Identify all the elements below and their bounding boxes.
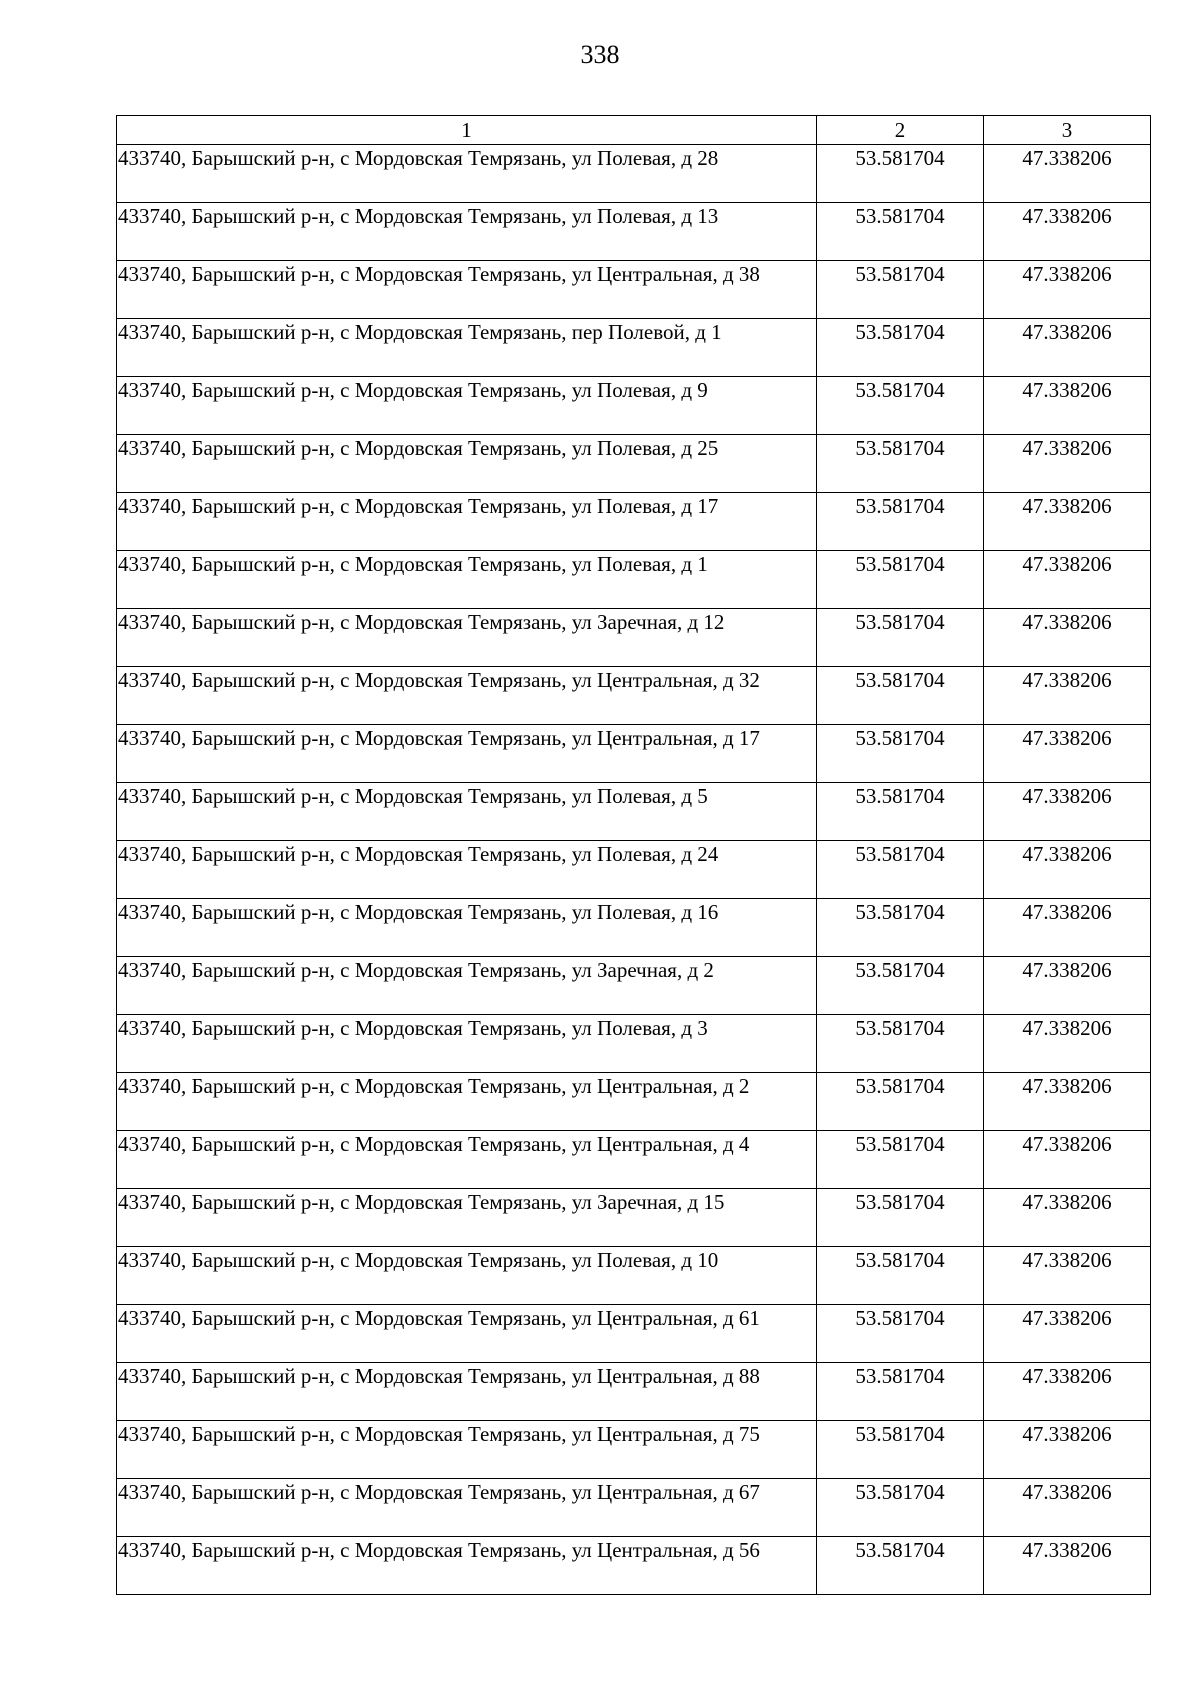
address-cell: 433740, Барышский р-н, с Мордовская Темрязань, ул Полевая, д 10 xyxy=(117,1247,817,1305)
table-row xyxy=(117,1421,1151,1479)
latitude-cell: 53.581704 xyxy=(817,1247,984,1305)
address-coordinates-table xyxy=(116,115,1151,1595)
longitude-cell: 47.338206 xyxy=(984,1015,1151,1073)
table-row xyxy=(117,551,1151,609)
latitude-cell: 53.581704 xyxy=(817,957,984,1015)
address-cell: 433740, Барышский р-н, с Мордовская Темрязань, ул Полевая, д 5 xyxy=(117,783,817,841)
address-cell: 433740, Барышский р-н, с Мордовская Темрязань, пер Полевой, д 1 xyxy=(117,319,817,377)
address-cell: 433740, Барышский р-н, с Мордовская Темрязань, ул Полевая, д 13 xyxy=(117,203,817,261)
table-row xyxy=(117,1305,1151,1363)
address-cell: 433740, Барышский р-н, с Мордовская Темрязань, ул Центральная, д 88 xyxy=(117,1363,817,1421)
address-cell: 433740, Барышский р-н, с Мордовская Темрязань, ул Центральная, д 56 xyxy=(117,1537,817,1595)
address-cell: 433740, Барышский р-н, с Мордовская Темрязань, ул Центральная, д 61 xyxy=(117,1305,817,1363)
latitude-cell: 53.581704 xyxy=(817,203,984,261)
address-cell: 433740, Барышский р-н, с Мордовская Темрязань, ул Полевая, д 3 xyxy=(117,1015,817,1073)
table-row xyxy=(117,1015,1151,1073)
latitude-cell: 53.581704 xyxy=(817,725,984,783)
latitude-cell: 53.581704 xyxy=(817,493,984,551)
longitude-cell: 47.338206 xyxy=(984,1363,1151,1421)
latitude-cell: 53.581704 xyxy=(817,609,984,667)
address-cell: 433740, Барышский р-н, с Мордовская Темрязань, ул Заречная, д 2 xyxy=(117,957,817,1015)
longitude-cell: 47.338206 xyxy=(984,1479,1151,1537)
header-col-2: 2 xyxy=(817,116,984,145)
latitude-cell: 53.581704 xyxy=(817,435,984,493)
longitude-cell: 47.338206 xyxy=(984,1421,1151,1479)
longitude-cell: 47.338206 xyxy=(984,377,1151,435)
address-cell: 433740, Барышский р-н, с Мордовская Темрязань, ул Центральная, д 75 xyxy=(117,1421,817,1479)
longitude-cell: 47.338206 xyxy=(984,261,1151,319)
address-cell: 433740, Барышский р-н, с Мордовская Темрязань, ул Полевая, д 9 xyxy=(117,377,817,435)
table-row xyxy=(117,841,1151,899)
latitude-cell: 53.581704 xyxy=(817,319,984,377)
latitude-cell: 53.581704 xyxy=(817,667,984,725)
header-col-3: 3 xyxy=(984,116,1151,145)
longitude-cell: 47.338206 xyxy=(984,899,1151,957)
latitude-cell: 53.581704 xyxy=(817,1363,984,1421)
page-number: 338 xyxy=(580,40,620,69)
longitude-cell: 47.338206 xyxy=(984,725,1151,783)
longitude-cell: 47.338206 xyxy=(984,783,1151,841)
latitude-cell: 53.581704 xyxy=(817,1537,984,1595)
longitude-cell: 47.338206 xyxy=(984,957,1151,1015)
header-col-1: 1 xyxy=(117,116,817,145)
table-row xyxy=(117,667,1151,725)
longitude-cell: 47.338206 xyxy=(984,493,1151,551)
table-row xyxy=(117,957,1151,1015)
table-row xyxy=(117,319,1151,377)
address-cell: 433740, Барышский р-н, с Мордовская Темрязань, ул Центральная, д 2 xyxy=(117,1073,817,1131)
latitude-cell: 53.581704 xyxy=(817,261,984,319)
latitude-cell: 53.581704 xyxy=(817,1073,984,1131)
table-row xyxy=(117,1073,1151,1131)
table-row xyxy=(117,435,1151,493)
address-cell: 433740, Барышский р-н, с Мордовская Темрязань, ул Полевая, д 28 xyxy=(117,145,817,203)
longitude-cell: 47.338206 xyxy=(984,1189,1151,1247)
table-row xyxy=(117,493,1151,551)
header-row xyxy=(117,116,1151,145)
longitude-cell: 47.338206 xyxy=(984,1305,1151,1363)
longitude-cell: 47.338206 xyxy=(984,1073,1151,1131)
longitude-cell: 47.338206 xyxy=(984,667,1151,725)
address-cell: 433740, Барышский р-н, с Мордовская Темрязань, ул Центральная, д 67 xyxy=(117,1479,817,1537)
table-row xyxy=(117,1363,1151,1421)
latitude-cell: 53.581704 xyxy=(817,1131,984,1189)
address-cell: 433740, Барышский р-н, с Мордовская Темрязань, ул Полевая, д 17 xyxy=(117,493,817,551)
address-cell: 433740, Барышский р-н, с Мордовская Темрязань, ул Центральная, д 38 xyxy=(117,261,817,319)
table-row xyxy=(117,609,1151,667)
table-header xyxy=(117,116,1151,145)
address-cell: 433740, Барышский р-н, с Мордовская Темрязань, ул Заречная, д 15 xyxy=(117,1189,817,1247)
longitude-cell: 47.338206 xyxy=(984,609,1151,667)
table-row xyxy=(117,203,1151,261)
address-cell: 433740, Барышский р-н, с Мордовская Темрязань, ул Полевая, д 24 xyxy=(117,841,817,899)
longitude-cell: 47.338206 xyxy=(984,203,1151,261)
table-row xyxy=(117,1537,1151,1595)
latitude-cell: 53.581704 xyxy=(817,841,984,899)
table-row xyxy=(117,1247,1151,1305)
latitude-cell: 53.581704 xyxy=(817,1189,984,1247)
latitude-cell: 53.581704 xyxy=(817,1421,984,1479)
address-cell: 433740, Барышский р-н, с Мордовская Темрязань, ул Заречная, д 12 xyxy=(117,609,817,667)
address-cell: 433740, Барышский р-н, с Мордовская Темрязань, ул Полевая, д 25 xyxy=(117,435,817,493)
table-row xyxy=(117,377,1151,435)
longitude-cell: 47.338206 xyxy=(984,1131,1151,1189)
table-row xyxy=(117,145,1151,203)
address-cell: 433740, Барышский р-н, с Мордовская Темрязань, ул Центральная, д 32 xyxy=(117,667,817,725)
address-cell: 433740, Барышский р-н, с Мордовская Темрязань, ул Центральная, д 4 xyxy=(117,1131,817,1189)
longitude-cell: 47.338206 xyxy=(984,1537,1151,1595)
latitude-cell: 53.581704 xyxy=(817,1305,984,1363)
latitude-cell: 53.581704 xyxy=(817,1015,984,1073)
table-row xyxy=(117,1189,1151,1247)
address-cell: 433740, Барышский р-н, с Мордовская Темрязань, ул Полевая, д 16 xyxy=(117,899,817,957)
table-row xyxy=(117,899,1151,957)
table-row xyxy=(117,261,1151,319)
longitude-cell: 47.338206 xyxy=(984,435,1151,493)
table-row xyxy=(117,1131,1151,1189)
latitude-cell: 53.581704 xyxy=(817,145,984,203)
latitude-cell: 53.581704 xyxy=(817,899,984,957)
longitude-cell: 47.338206 xyxy=(984,841,1151,899)
table-row xyxy=(117,783,1151,841)
table-body xyxy=(117,145,1151,1595)
longitude-cell: 47.338206 xyxy=(984,319,1151,377)
table-row xyxy=(117,1479,1151,1537)
address-cell: 433740, Барышский р-н, с Мордовская Темрязань, ул Полевая, д 1 xyxy=(117,551,817,609)
latitude-cell: 53.581704 xyxy=(817,551,984,609)
longitude-cell: 47.338206 xyxy=(984,145,1151,203)
latitude-cell: 53.581704 xyxy=(817,783,984,841)
latitude-cell: 53.581704 xyxy=(817,377,984,435)
longitude-cell: 47.338206 xyxy=(984,1247,1151,1305)
longitude-cell: 47.338206 xyxy=(984,551,1151,609)
table-row xyxy=(117,725,1151,783)
address-cell: 433740, Барышский р-н, с Мордовская Темрязань, ул Центральная, д 17 xyxy=(117,725,817,783)
latitude-cell: 53.581704 xyxy=(817,1479,984,1537)
